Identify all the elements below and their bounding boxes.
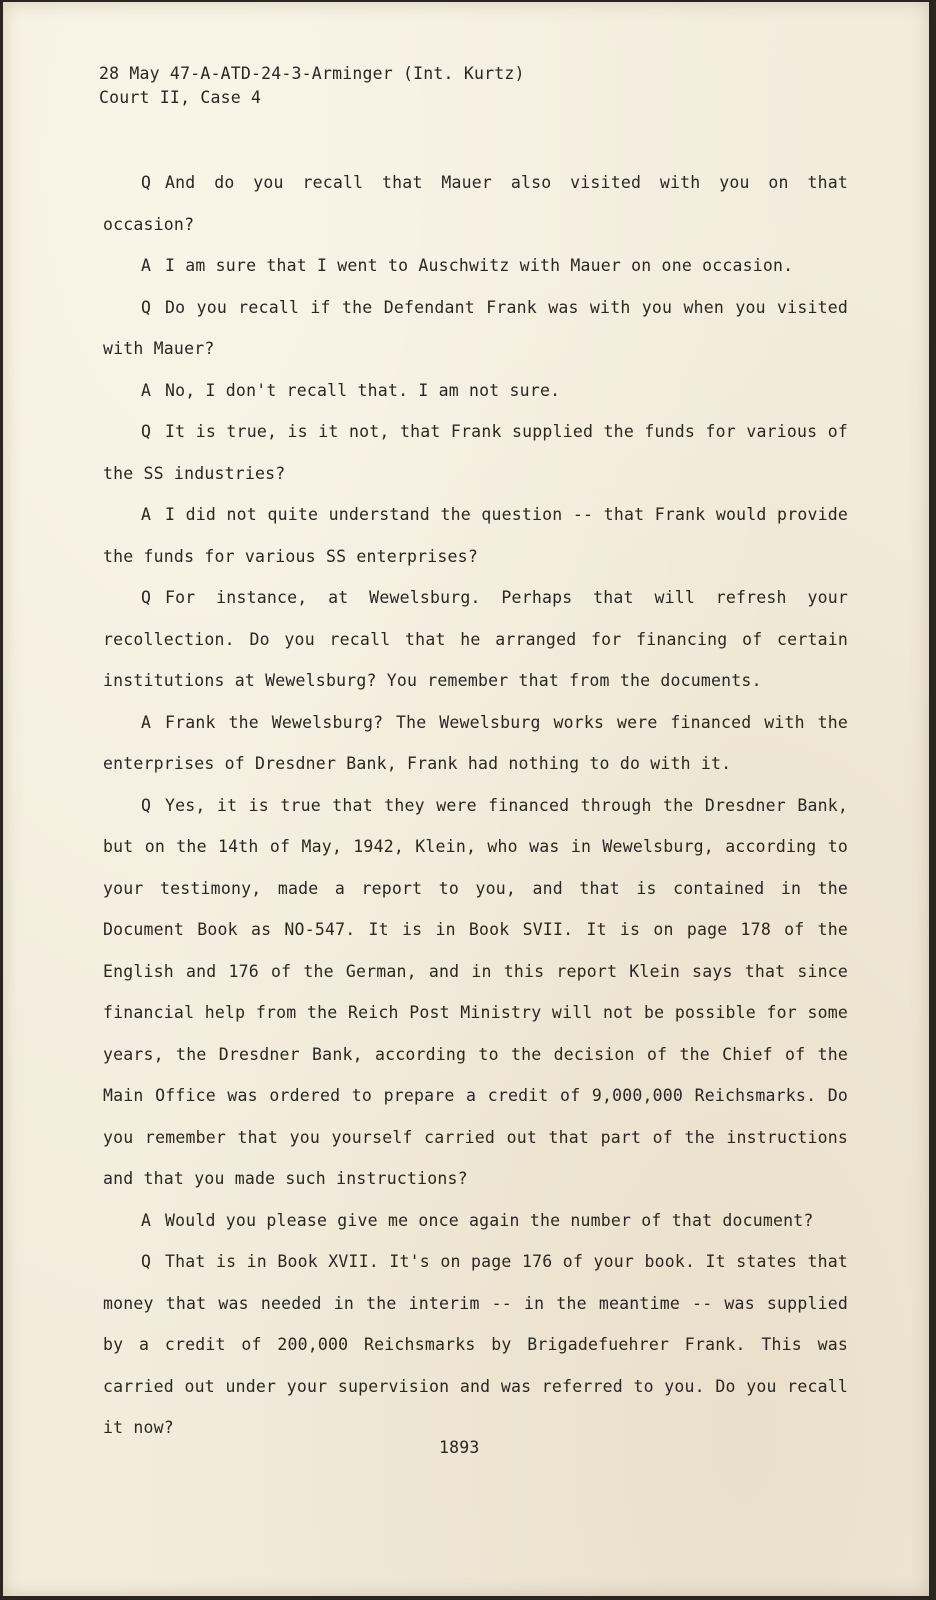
transcript-paragraph — [103, 370, 848, 412]
transcript-paragraph — [103, 411, 848, 494]
transcript-paragraph — [103, 577, 848, 702]
paragraph-text: I am sure that I went to Auschwitz with Mauer on one occasion. — [165, 256, 794, 275]
transcript-body — [103, 162, 848, 1449]
speaker-label: Q — [141, 422, 152, 441]
paragraph-text: Do you recall if the Defendant Frank was with you when you visited with Mauer? — [103, 297, 848, 358]
page-number: 1893 — [439, 1438, 480, 1457]
speaker-label: Q — [141, 1252, 152, 1271]
paragraph-text: I did not quite understand the question -- that Frank would provide the funds for various SS enterprises? — [103, 505, 848, 566]
paragraph-text: Yes, it is true that they were financed through the Dresdner Bank, but on the 14th of May, 1942, Klein, who was in Wewelsburg, according to your testimony, made a report to you, and that is contained in the Document Book as NO-547. It is in Book SVII. It is on page 178 of the English and 176 of the German, and in this report Klein says that since financial help from the Reich Post Ministry will not be possible for some years, the Dresdner Bank, according to the decision of the Chief of the Main Office was ordered to prepare a credit of 9,000,000 Reichsmarks. Do you remember that you yourself carried out that part of the instructions and that you made such instructions? — [103, 795, 848, 1188]
document-page — [3, 2, 929, 1596]
document-header — [99, 62, 525, 110]
paragraph-text: No, I don't recall that. I am not sure. — [165, 380, 561, 400]
paragraph-text: It is true, is it not, that Frank supplied the funds for various of the SS industries? — [103, 422, 848, 483]
transcript-paragraph — [103, 245, 848, 287]
speaker-label: A — [141, 712, 152, 732]
speaker-label: Q — [141, 297, 152, 317]
header-line-2: Court II, Case 4 — [99, 88, 262, 107]
transcript-paragraph — [103, 287, 848, 370]
paragraph-text: And do you recall that Mauer also visited with you on that occasion? — [103, 173, 848, 234]
speaker-label: A — [141, 505, 152, 524]
transcript-paragraph — [103, 785, 848, 1200]
speaker-label: Q — [141, 173, 152, 192]
transcript-paragraph — [103, 162, 848, 245]
transcript-paragraph — [103, 1241, 848, 1449]
speaker-label: A — [141, 380, 152, 400]
speaker-label: A — [141, 256, 152, 275]
paragraph-text: That is in Book XVII. It's on page 176 of your book. It states that money that was needed in the interim -- in the meantime -- was supplied by a credit of 200,000 Reichsmarks by Brigadefuehrer Frank. This was carried out under your supervision and was referred to you. Do you recall it now? — [103, 1252, 848, 1437]
paragraph-text: For instance, at Wewelsburg. Perhaps that will refresh your recollection. Do you recall that he arranged for financing of certain institutions at Wewelsburg? You remember that from the documents. — [103, 588, 848, 690]
paragraph-text: Frank the Wewelsburg? The Wewelsburg works were financed with the enterprises of Dresdner Bank, Frank had nothing to do with it. — [103, 712, 848, 773]
header-line-1: 28 May 47-A-ATD-24-3-Arminger (Int. Kurtz) — [99, 64, 525, 83]
speaker-label: A — [141, 1210, 152, 1230]
transcript-paragraph — [103, 702, 848, 785]
transcript-paragraph — [103, 1200, 848, 1242]
speaker-label: Q — [141, 588, 152, 607]
transcript-paragraph — [103, 494, 848, 577]
paragraph-text: Would you please give me once again the number of that document? — [165, 1210, 814, 1230]
speaker-label: Q — [141, 795, 152, 815]
